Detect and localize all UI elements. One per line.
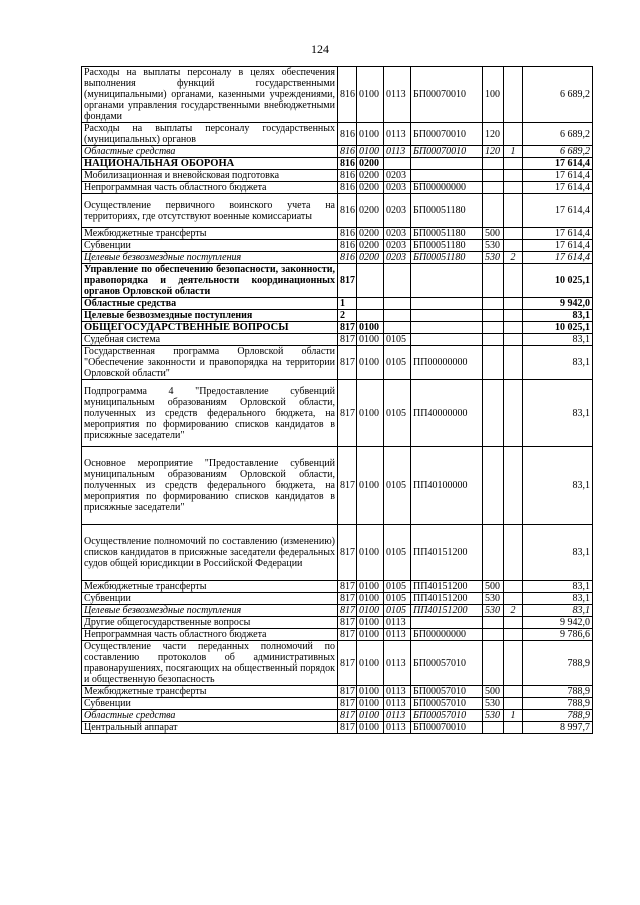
row-code-cell: 2 — [338, 310, 357, 322]
row-source-cell — [504, 322, 523, 334]
row-section-cell: 0200 — [357, 158, 384, 170]
row-subsection-cell — [384, 322, 411, 334]
row-source-cell: 2 — [504, 252, 523, 264]
row-target-article-cell: БП00057010 — [411, 686, 483, 698]
row-section-cell: 0100 — [357, 722, 384, 734]
row-source-cell — [504, 698, 523, 710]
table-row — [82, 310, 593, 322]
row-sum-cell: 83,1 — [523, 605, 593, 617]
row-section-cell: 0200 — [357, 170, 384, 182]
row-name-cell: Межбюджетные трансферты — [82, 228, 338, 240]
row-expense-type-cell — [483, 525, 504, 581]
row-name-cell: НАЦИОНАЛЬНАЯ ОБОРОНА — [82, 158, 338, 170]
row-target-article-cell: БП00070010 — [411, 722, 483, 734]
row-source-cell — [504, 298, 523, 310]
row-source-cell — [504, 170, 523, 182]
row-source-cell — [504, 525, 523, 581]
table-row — [82, 334, 593, 346]
row-sum-cell: 17 614,4 — [523, 194, 593, 228]
row-source-cell — [504, 629, 523, 641]
row-target-article-cell: ПП00000000 — [411, 346, 483, 380]
row-code-cell: 816 — [338, 158, 357, 170]
row-section-cell: 0200 — [357, 182, 384, 194]
row-code-cell: 817 — [338, 605, 357, 617]
row-source-cell — [504, 158, 523, 170]
row-section-cell: 0100 — [357, 698, 384, 710]
row-source-cell — [504, 67, 523, 123]
row-code-cell: 816 — [338, 67, 357, 123]
row-subsection-cell: 0203 — [384, 182, 411, 194]
row-expense-type-cell: 120 — [483, 123, 504, 146]
row-code-cell: 816 — [338, 182, 357, 194]
table-row — [82, 629, 593, 641]
row-expense-type-cell — [483, 641, 504, 686]
row-section-cell: 0100 — [357, 334, 384, 346]
row-source-cell: 2 — [504, 605, 523, 617]
row-section-cell: 0100 — [357, 593, 384, 605]
row-subsection-cell: 0113 — [384, 629, 411, 641]
row-code-cell: 817 — [338, 322, 357, 334]
row-subsection-cell: 0203 — [384, 240, 411, 252]
row-target-article-cell: БП00057010 — [411, 641, 483, 686]
row-target-article-cell: ПП40151200 — [411, 605, 483, 617]
row-section-cell — [357, 298, 384, 310]
row-source-cell — [504, 194, 523, 228]
row-subsection-cell — [384, 264, 411, 298]
row-source-cell — [504, 334, 523, 346]
row-subsection-cell — [384, 158, 411, 170]
row-expense-type-cell: 530 — [483, 710, 504, 722]
table-row — [82, 158, 593, 170]
table-row — [82, 228, 593, 240]
row-sum-cell: 17 614,4 — [523, 170, 593, 182]
row-expense-type-cell — [483, 170, 504, 182]
row-expense-type-cell — [483, 447, 504, 525]
row-code-cell: 817 — [338, 581, 357, 593]
row-section-cell: 0100 — [357, 123, 384, 146]
row-expense-type-cell: 530 — [483, 698, 504, 710]
table-row — [82, 170, 593, 182]
row-expense-type-cell: 530 — [483, 605, 504, 617]
row-name-cell: Непрограммная часть областного бюджета — [82, 182, 338, 194]
row-sum-cell: 10 025,1 — [523, 264, 593, 298]
row-sum-cell: 6 689,2 — [523, 146, 593, 158]
row-source-cell — [504, 641, 523, 686]
row-target-article-cell: БП00070010 — [411, 146, 483, 158]
row-section-cell: 0200 — [357, 252, 384, 264]
row-target-article-cell — [411, 310, 483, 322]
row-subsection-cell: 0203 — [384, 228, 411, 240]
table-row — [82, 698, 593, 710]
row-code-cell: 817 — [338, 617, 357, 629]
row-sum-cell: 83,1 — [523, 310, 593, 322]
row-source-cell: 1 — [504, 146, 523, 158]
row-sum-cell: 788,9 — [523, 641, 593, 686]
row-expense-type-cell: 500 — [483, 686, 504, 698]
table-row — [82, 298, 593, 310]
row-subsection-cell: 0113 — [384, 641, 411, 686]
row-subsection-cell: 0113 — [384, 698, 411, 710]
row-expense-type-cell — [483, 629, 504, 641]
row-source-cell — [504, 123, 523, 146]
row-code-cell: 816 — [338, 146, 357, 158]
row-section-cell: 0100 — [357, 710, 384, 722]
table-row — [82, 605, 593, 617]
table-row — [82, 322, 593, 334]
row-source-cell — [504, 722, 523, 734]
row-section-cell: 0100 — [357, 629, 384, 641]
row-subsection-cell: 0113 — [384, 617, 411, 629]
row-sum-cell: 17 614,4 — [523, 182, 593, 194]
row-name-cell: ОБЩЕГОСУДАРСТВЕННЫЕ ВОПРОСЫ — [82, 322, 338, 334]
table-row — [82, 123, 593, 146]
table-row — [82, 686, 593, 698]
row-sum-cell: 10 025,1 — [523, 322, 593, 334]
row-expense-type-cell: 500 — [483, 228, 504, 240]
row-sum-cell: 9 942,0 — [523, 298, 593, 310]
row-expense-type-cell — [483, 617, 504, 629]
row-subsection-cell: 0113 — [384, 146, 411, 158]
table-row — [82, 67, 593, 123]
row-name-cell: Областные средства — [82, 710, 338, 722]
row-sum-cell: 6 689,2 — [523, 67, 593, 123]
row-name-cell: Судебная система — [82, 334, 338, 346]
row-target-article-cell — [411, 170, 483, 182]
row-expense-type-cell — [483, 380, 504, 447]
row-target-article-cell: ПП40151200 — [411, 593, 483, 605]
row-section-cell — [357, 264, 384, 298]
row-subsection-cell: 0203 — [384, 170, 411, 182]
row-code-cell: 817 — [338, 525, 357, 581]
row-expense-type-cell — [483, 722, 504, 734]
table-row — [82, 346, 593, 380]
row-subsection-cell: 0105 — [384, 334, 411, 346]
row-expense-type-cell — [483, 298, 504, 310]
row-subsection-cell: 0105 — [384, 593, 411, 605]
row-source-cell — [504, 240, 523, 252]
row-target-article-cell: БП00051180 — [411, 252, 483, 264]
row-code-cell: 816 — [338, 228, 357, 240]
row-sum-cell: 17 614,4 — [523, 228, 593, 240]
row-sum-cell: 9 786,6 — [523, 629, 593, 641]
row-target-article-cell: БП00057010 — [411, 698, 483, 710]
row-section-cell: 0100 — [357, 525, 384, 581]
row-sum-cell: 17 614,4 — [523, 158, 593, 170]
row-source-cell — [504, 228, 523, 240]
row-target-article-cell — [411, 617, 483, 629]
row-name-cell: Целевые безвозмездные поступления — [82, 252, 338, 264]
budget-table-body — [82, 67, 593, 734]
row-sum-cell: 17 614,4 — [523, 252, 593, 264]
row-name-cell: Расходы на выплаты персоналу государственных (муниципальных) органов — [82, 123, 338, 146]
row-name-cell: Осуществление первичного воинского учета на территориях, где отсутствуют военные комиссариаты — [82, 194, 338, 228]
table-row — [82, 722, 593, 734]
row-name-cell: Субвенции — [82, 593, 338, 605]
row-code-cell: 817 — [338, 722, 357, 734]
row-name-cell: Субвенции — [82, 240, 338, 252]
row-subsection-cell: 0105 — [384, 447, 411, 525]
row-target-article-cell: БП00051180 — [411, 228, 483, 240]
row-target-article-cell: ПП40000000 — [411, 380, 483, 447]
row-subsection-cell — [384, 310, 411, 322]
row-subsection-cell: 0203 — [384, 252, 411, 264]
row-name-cell: Расходы на выплаты персоналу в целях обеспечения выполнения функций государственными (муниципальными) органами, казенными учреждениями, органами управления государственными внебюджетными фондами — [82, 67, 338, 123]
table-row — [82, 710, 593, 722]
table-row — [82, 182, 593, 194]
table-row — [82, 581, 593, 593]
row-section-cell — [357, 310, 384, 322]
row-code-cell: 817 — [338, 698, 357, 710]
row-name-cell: Осуществление полномочий по составлению (изменению) списков кандидатов в присяжные заседатели федеральных судов общей юрисдикции в Российской Федерации — [82, 525, 338, 581]
row-sum-cell: 83,1 — [523, 346, 593, 380]
row-target-article-cell: БП00070010 — [411, 123, 483, 146]
table-row — [82, 146, 593, 158]
table-row — [82, 240, 593, 252]
row-section-cell: 0200 — [357, 240, 384, 252]
row-subsection-cell: 0113 — [384, 710, 411, 722]
row-target-article-cell — [411, 158, 483, 170]
row-sum-cell: 83,1 — [523, 581, 593, 593]
row-subsection-cell: 0105 — [384, 380, 411, 447]
table-row — [82, 641, 593, 686]
row-target-article-cell — [411, 264, 483, 298]
row-sum-cell: 788,9 — [523, 710, 593, 722]
row-name-cell: Осуществление части переданных полномочий по составлению протоколов об административных правонарушениях, посягающих на общественный порядок и общественную безопасность — [82, 641, 338, 686]
row-sum-cell: 83,1 — [523, 334, 593, 346]
row-expense-type-cell: 530 — [483, 593, 504, 605]
row-section-cell: 0100 — [357, 605, 384, 617]
row-subsection-cell: 0113 — [384, 722, 411, 734]
row-target-article-cell: БП00051180 — [411, 240, 483, 252]
table-row — [82, 617, 593, 629]
row-source-cell — [504, 686, 523, 698]
row-source-cell — [504, 264, 523, 298]
row-target-article-cell: ПП40151200 — [411, 525, 483, 581]
row-name-cell: Областные средства — [82, 146, 338, 158]
row-expense-type-cell: 120 — [483, 146, 504, 158]
row-expense-type-cell — [483, 158, 504, 170]
page-number: 124 — [311, 42, 329, 56]
row-code-cell: 816 — [338, 170, 357, 182]
row-code-cell: 816 — [338, 252, 357, 264]
row-subsection-cell: 0203 — [384, 194, 411, 228]
row-target-article-cell — [411, 322, 483, 334]
row-code-cell: 817 — [338, 710, 357, 722]
table-row — [82, 525, 593, 581]
table-row — [82, 252, 593, 264]
row-source-cell — [504, 447, 523, 525]
row-code-cell: 816 — [338, 240, 357, 252]
table-row — [82, 264, 593, 298]
row-name-cell: Управление по обеспечению безопасности, законности, правопорядка и деятельности координационных органов Орловской области — [82, 264, 338, 298]
row-expense-type-cell: 100 — [483, 67, 504, 123]
row-sum-cell: 788,9 — [523, 698, 593, 710]
row-subsection-cell: 0113 — [384, 686, 411, 698]
row-code-cell: 817 — [338, 380, 357, 447]
row-source-cell — [504, 346, 523, 380]
row-code-cell: 1 — [338, 298, 357, 310]
row-code-cell: 817 — [338, 629, 357, 641]
row-code-cell: 816 — [338, 194, 357, 228]
row-sum-cell: 83,1 — [523, 447, 593, 525]
row-expense-type-cell — [483, 334, 504, 346]
row-code-cell: 817 — [338, 264, 357, 298]
row-name-cell: Межбюджетные трансферты — [82, 581, 338, 593]
row-target-article-cell: БП00051180 — [411, 194, 483, 228]
row-section-cell: 0100 — [357, 617, 384, 629]
row-name-cell: Основное мероприятие "Предоставление субвенций муниципальным образованиям Орловской области, полученных из средств федерального бюджета, на мероприятия по формированию списков кандидатов в присяжные заседатели" — [82, 447, 338, 525]
row-code-cell: 817 — [338, 593, 357, 605]
row-expense-type-cell — [483, 346, 504, 380]
row-name-cell: Областные средства — [82, 298, 338, 310]
row-source-cell — [504, 380, 523, 447]
row-target-article-cell — [411, 298, 483, 310]
row-name-cell: Другие общегосударственные вопросы — [82, 617, 338, 629]
row-subsection-cell: 0105 — [384, 346, 411, 380]
row-subsection-cell: 0105 — [384, 605, 411, 617]
row-subsection-cell: 0113 — [384, 67, 411, 123]
row-name-cell: Целевые безвозмездные поступления — [82, 310, 338, 322]
table-row — [82, 194, 593, 228]
row-name-cell: Субвенции — [82, 698, 338, 710]
row-name-cell: Центральный аппарат — [82, 722, 338, 734]
row-expense-type-cell — [483, 322, 504, 334]
row-source-cell — [504, 310, 523, 322]
table-row — [82, 447, 593, 525]
row-name-cell: Межбюджетные трансферты — [82, 686, 338, 698]
row-section-cell: 0100 — [357, 380, 384, 447]
budget-table — [81, 66, 593, 734]
row-source-cell: 1 — [504, 710, 523, 722]
row-target-article-cell: ПП40100000 — [411, 447, 483, 525]
row-target-article-cell: БП00057010 — [411, 710, 483, 722]
row-sum-cell: 788,9 — [523, 686, 593, 698]
row-target-article-cell: БП00000000 — [411, 629, 483, 641]
row-sum-cell: 17 614,4 — [523, 240, 593, 252]
row-section-cell: 0200 — [357, 228, 384, 240]
row-subsection-cell — [384, 298, 411, 310]
row-source-cell — [504, 581, 523, 593]
row-code-cell: 817 — [338, 686, 357, 698]
row-code-cell: 816 — [338, 123, 357, 146]
row-sum-cell: 83,1 — [523, 593, 593, 605]
row-expense-type-cell — [483, 310, 504, 322]
row-source-cell — [504, 182, 523, 194]
table-row — [82, 593, 593, 605]
row-target-article-cell: ПП40151200 — [411, 581, 483, 593]
row-section-cell: 0200 — [357, 194, 384, 228]
row-sum-cell: 6 689,2 — [523, 123, 593, 146]
row-expense-type-cell: 530 — [483, 252, 504, 264]
row-subsection-cell: 0113 — [384, 123, 411, 146]
row-section-cell: 0100 — [357, 641, 384, 686]
table-row — [82, 380, 593, 447]
row-name-cell: Государственная программа Орловской области "Обеспечение законности и правопорядка на территории Орловской области" — [82, 346, 338, 380]
row-subsection-cell: 0105 — [384, 581, 411, 593]
row-name-cell: Непрограммная часть областного бюджета — [82, 629, 338, 641]
row-subsection-cell: 0105 — [384, 525, 411, 581]
row-expense-type-cell: 500 — [483, 581, 504, 593]
row-section-cell: 0100 — [357, 581, 384, 593]
row-section-cell: 0100 — [357, 322, 384, 334]
row-section-cell: 0100 — [357, 67, 384, 123]
row-code-cell: 817 — [338, 334, 357, 346]
row-target-article-cell: БП00070010 — [411, 67, 483, 123]
row-sum-cell: 83,1 — [523, 525, 593, 581]
row-code-cell: 817 — [338, 346, 357, 380]
row-name-cell: Подпрограмма 4 "Предоставление субвенций муниципальным образованиям Орловской области, полученных из средств федерального бюджета, на мероприятия по формированию списков кандидатов в присяжные заседатели" — [82, 380, 338, 447]
row-section-cell: 0100 — [357, 447, 384, 525]
row-expense-type-cell — [483, 264, 504, 298]
row-name-cell: Целевые безвозмездные поступления — [82, 605, 338, 617]
row-source-cell — [504, 617, 523, 629]
row-expense-type-cell — [483, 182, 504, 194]
row-source-cell — [504, 593, 523, 605]
row-sum-cell: 83,1 — [523, 380, 593, 447]
row-target-article-cell: БП00000000 — [411, 182, 483, 194]
row-section-cell: 0100 — [357, 346, 384, 380]
row-sum-cell: 8 997,7 — [523, 722, 593, 734]
row-name-cell: Мобилизационная и вневойсковая подготовка — [82, 170, 338, 182]
row-code-cell: 817 — [338, 641, 357, 686]
row-target-article-cell — [411, 334, 483, 346]
row-expense-type-cell: 530 — [483, 240, 504, 252]
row-sum-cell: 9 942,0 — [523, 617, 593, 629]
row-section-cell: 0100 — [357, 146, 384, 158]
row-section-cell: 0100 — [357, 686, 384, 698]
row-code-cell: 817 — [338, 447, 357, 525]
row-expense-type-cell — [483, 194, 504, 228]
